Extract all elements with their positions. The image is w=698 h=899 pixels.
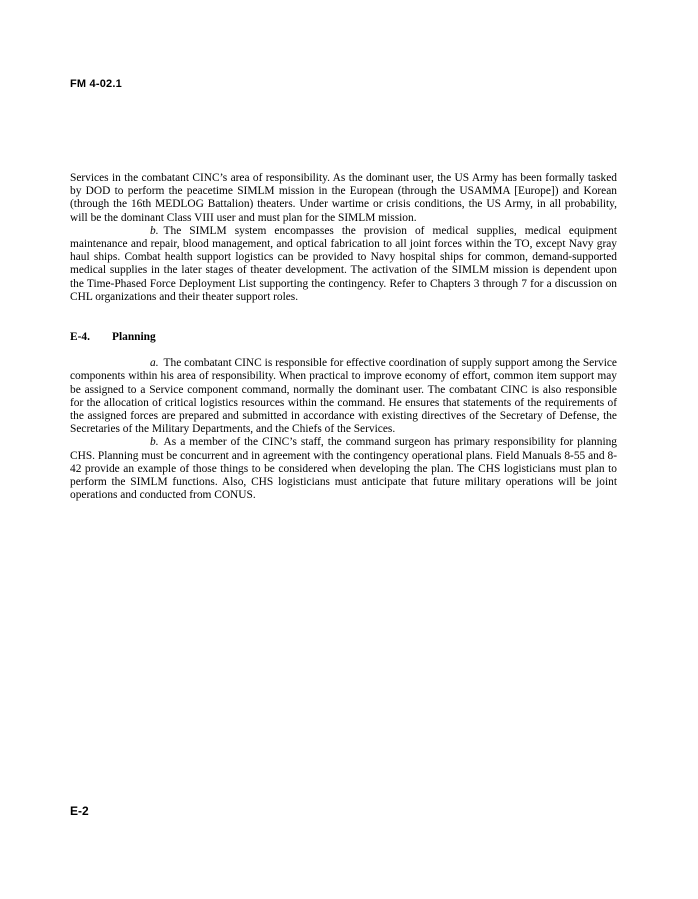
paragraph-text: As a member of the CINC’s staff, the command surgeon has primary responsibility for planning CHS. Planning must be concurrent and in agreement with the contingency operational plans. Field Manuals 8-55 and 8-42 provide an example of those things to be considered when developing the plan. The CHS logisticians must plan to perform the SIMLM functions. Also, CHS logisticians must anticipate that future military operations will be joint operations and conducted from CONUS. bbox=[70, 436, 617, 502]
paragraph-marker: a. bbox=[150, 357, 159, 370]
paragraph-b-planning bbox=[70, 436, 617, 502]
paragraph-marker: b. bbox=[150, 224, 159, 237]
manual-id: FM 4-02.1 bbox=[70, 78, 122, 90]
paragraph-text: The SIMLM system encompasses the provision of medical supplies, medical equipment maintenance and repair, blood management, and optical fabrication to all joint forces within the TO, except Navy gray haul ships. Combat health support logistics can be provided to Navy hospital ships for common, demand-supported medical supplies in the later stages of theater development. The activation of the SIMLM mission is dependent upon the Time-Phased Force Deployment List supporting the contingency. Refer to Chapters 3 through 7 for a discussion on CHL organizations and their theater support roles. bbox=[70, 224, 617, 303]
section-number: E-4. bbox=[70, 331, 90, 344]
paragraph-text: The combatant CINC is responsible for effective coordination of supply support among the Service components within his area of responsibility. When practical to improve economy of effort, common item support may be assigned to a Service component command, normally the dominant user. The combatant CINC is also responsible for the allocation of critical logistics resources within the command. He ensures that statements of the requirements of the assigned forces are prepared and submitted in accordance with existing directives of the Secretary of Defense, the Secretaries of the Military Departments, and the Chiefs of the Services. bbox=[70, 357, 617, 436]
page-number: E-2 bbox=[70, 804, 89, 818]
paragraph-b-simlm-system bbox=[70, 225, 617, 304]
intro-paragraph: Services in the combatant CINC’s area of responsibility. As the dominant user, the US Army has been formally tasked by DOD to perform the peacetime SIMLM mission in the European (through the USAMMA [Europe]) and Korean (through the 16th MEDLOG Battalion) theaters. Under wartime or crisis conditions, the US Army, in all probability, will be the dominant Class VIII user and must plan for the SIMLM mission. bbox=[70, 172, 617, 224]
section-heading bbox=[70, 331, 617, 344]
section-title: Planning bbox=[112, 331, 156, 344]
page-body bbox=[70, 172, 617, 502]
paragraph-marker: b. bbox=[150, 436, 159, 449]
paragraph-a-planning bbox=[70, 357, 617, 436]
